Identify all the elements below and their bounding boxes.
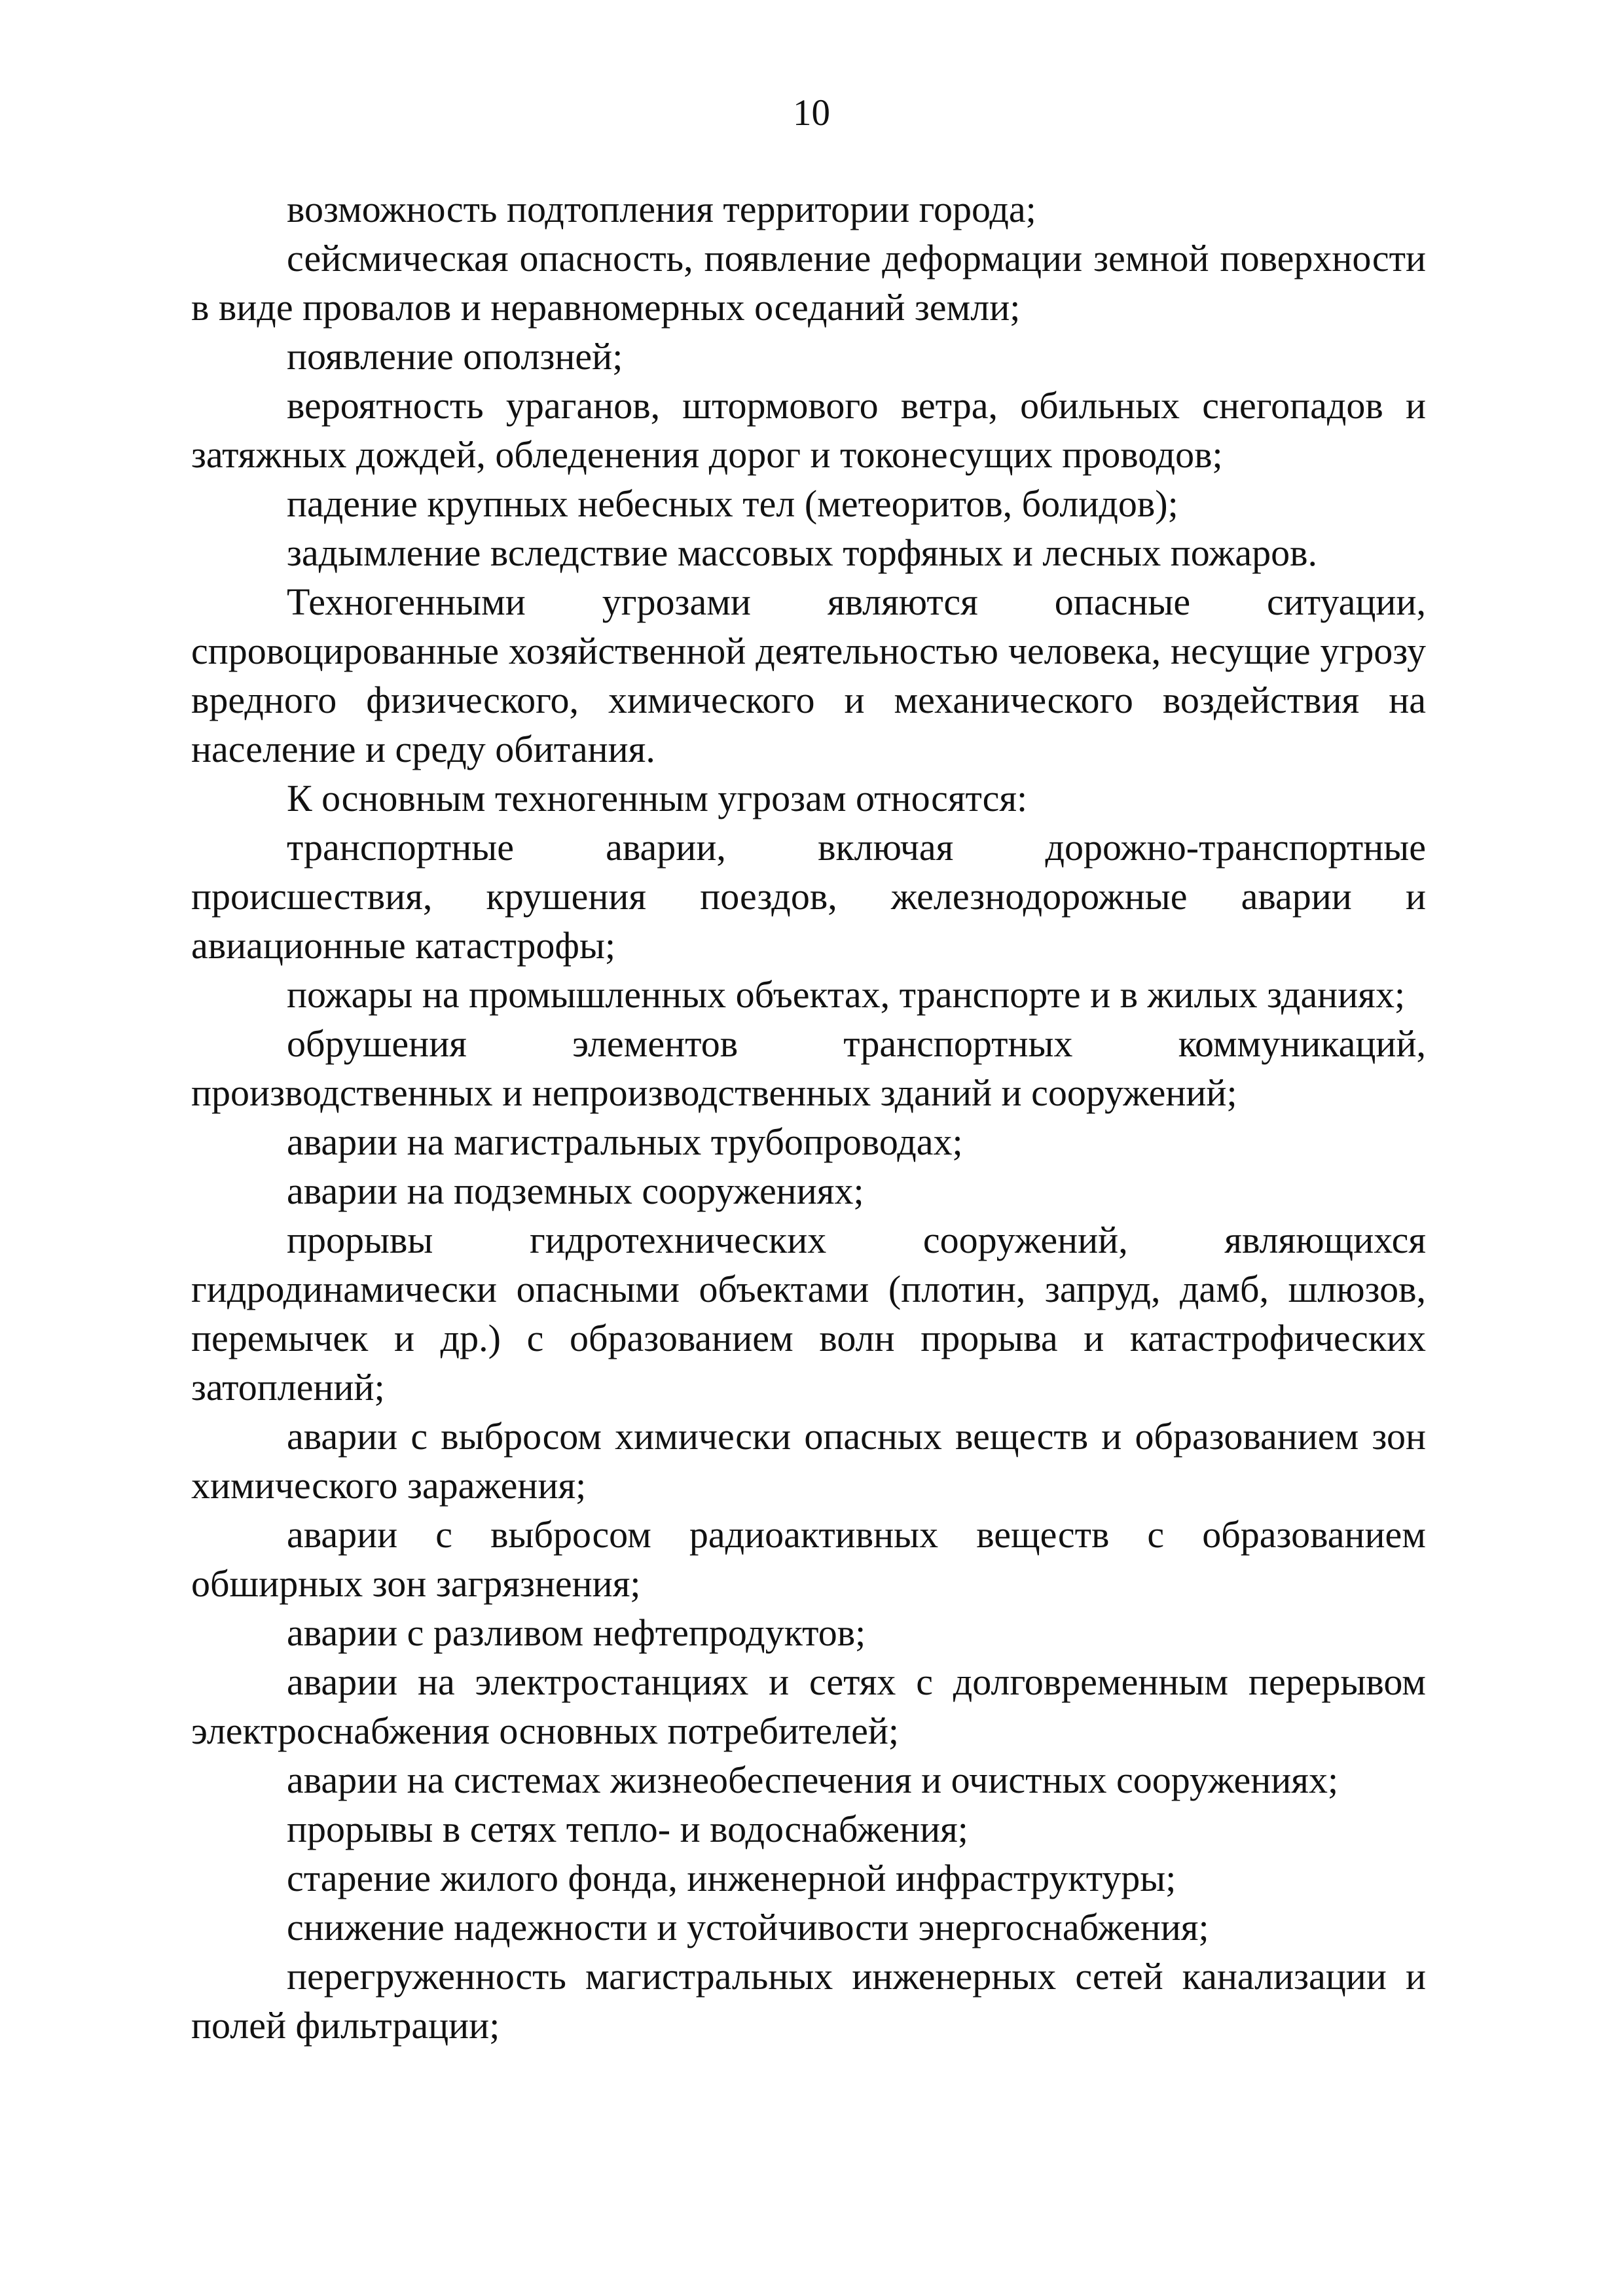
paragraph: аварии с выбросом радиоактивных веществ с образованием обширных зон загрязнения; [191, 1513, 1426, 1605]
paragraph: появление оползней; [287, 335, 623, 378]
paragraph: пожары на промышленных объектах, транспорте и в жилых зданиях; [287, 973, 1406, 1016]
paragraph: вероятность ураганов, штормового ветра, обильных снегопадов и затяжных дождей, обледенения дорог и токонесущих проводов; [191, 384, 1426, 476]
paragraph: снижение надежности и устойчивости энергоснабжения; [287, 1906, 1209, 1948]
paragraph: аварии на электростанциях и сетях с долговременным перерывом электроснабжения основных потребителей; [191, 1660, 1426, 1752]
paragraph: аварии с выбросом химически опасных веществ и образованием зон химического заражения; [191, 1415, 1426, 1507]
paragraph: задымление вследствие массовых торфяных и лесных пожаров. [287, 531, 1318, 574]
paragraph: К основным техногенным угрозам относятся: [287, 777, 1028, 819]
paragraph: аварии на подземных сооружениях; [287, 1170, 864, 1212]
body-text [191, 185, 1426, 2050]
paragraph: транспортные аварии, включая дорожно-транспортные происшествия, крушения поездов, железнодорожные аварии и авиационные катастрофы; [191, 826, 1426, 967]
paragraph: аварии на магистральных трубопроводах; [287, 1121, 963, 1163]
paragraph: прорывы в сетях тепло- и водоснабжения; [287, 1808, 968, 1850]
paragraph: перегруженность магистральных инженерных сетей канализации и полей фильтрации; [191, 1955, 1426, 2047]
paragraph: аварии с разливом нефтепродуктов; [287, 1611, 866, 1654]
paragraph: падение крупных небесных тел (метеоритов, болидов); [287, 482, 1178, 525]
paragraph: Техногенными угрозами являются опасные ситуации, спровоцированные хозяйственной деятельностью человека, несущие угрозу вредного физического, химического и механического воздействия на население и среду обитания. [191, 581, 1426, 770]
paragraph: обрушения элементов транспортных коммуникаций, производственных и непроизводственных зданий и сооружений; [191, 1022, 1426, 1114]
paragraph: аварии на системах жизнеобеспечения и очистных сооружениях; [287, 1759, 1339, 1801]
paragraph: сейсмическая опасность, появление деформации земной поверхности в виде провалов и неравномерных оседаний земли; [191, 237, 1426, 329]
page-number: 10 [793, 92, 830, 134]
paragraph: старение жилого фонда, инженерной инфраструктуры; [287, 1857, 1176, 1899]
paragraph: возможность подтопления территории города; [287, 188, 1036, 230]
paragraph: прорывы гидротехнических сооружений, являющихся гидродинамически опасными объектами (плотин, запруд, дамб, шлюзов, перемычек и др.) с образованием волн прорыва и катастрофических затоплений; [191, 1219, 1426, 1408]
